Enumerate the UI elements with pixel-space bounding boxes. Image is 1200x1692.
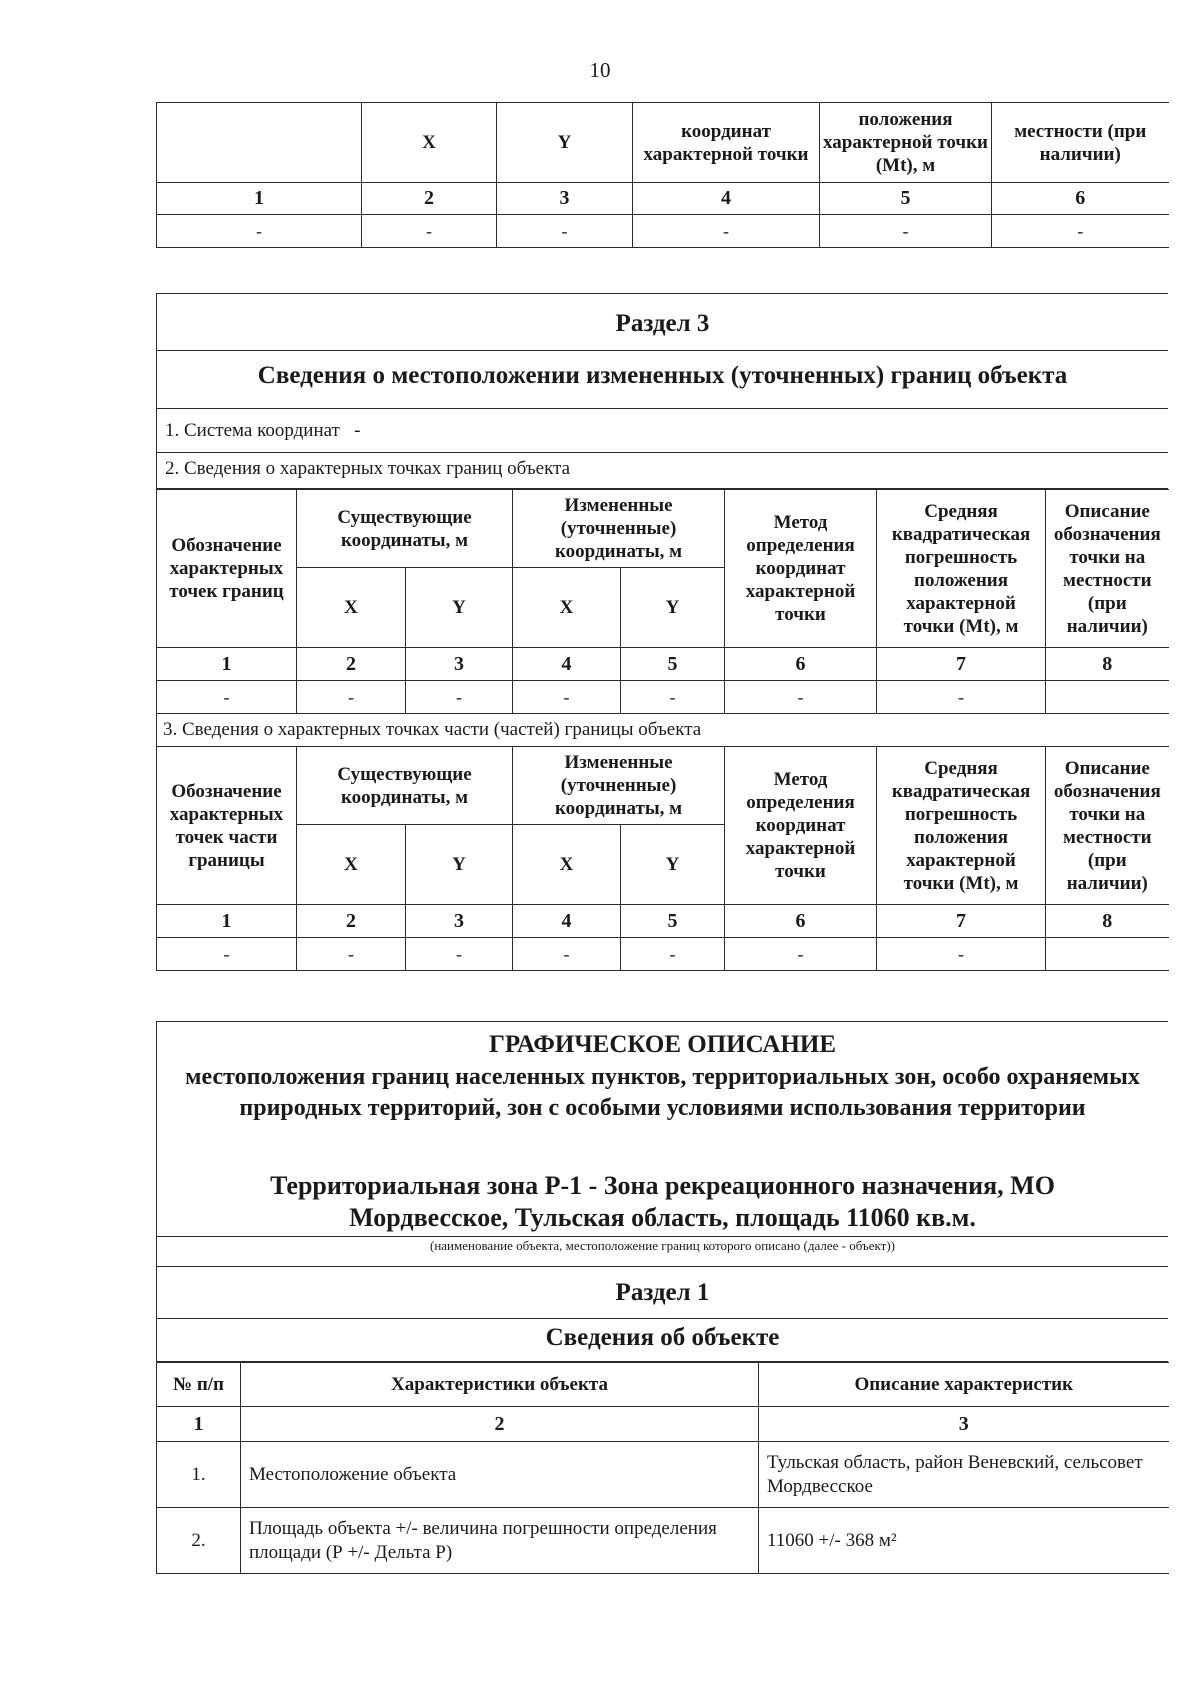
col-number: 8 bbox=[1046, 905, 1169, 938]
header-description: местности (при наличии) bbox=[992, 103, 1169, 183]
cell-dash: - bbox=[725, 938, 877, 971]
cell-dash: - bbox=[497, 215, 633, 248]
cell-dash: - bbox=[157, 215, 362, 248]
col-existing: Существующие координаты, м bbox=[297, 747, 513, 825]
row-name: Местоположение объекта bbox=[241, 1442, 759, 1508]
col-number: 2 bbox=[297, 648, 406, 681]
coord-system-label: 1. Система координат bbox=[165, 420, 340, 441]
cell-dash: - bbox=[513, 681, 621, 714]
cell-dash: - bbox=[297, 681, 406, 714]
col-number: 4 bbox=[633, 183, 820, 215]
col-method: Метод определения координат характерной точки bbox=[725, 490, 877, 648]
col-number: 1 bbox=[157, 183, 362, 215]
cell-dash: - bbox=[820, 215, 992, 248]
col-description: Описание обозначения точки на местности (при наличии) bbox=[1046, 747, 1169, 905]
cell-dash: - bbox=[406, 938, 513, 971]
col-y: Y bbox=[621, 825, 725, 905]
col-number: 1 bbox=[157, 1407, 241, 1442]
col-number: 6 bbox=[992, 183, 1169, 215]
col-number: 5 bbox=[621, 648, 725, 681]
header-error: положения характерной точки (Mt), м bbox=[820, 103, 992, 183]
col-number: 6 bbox=[725, 905, 877, 938]
cell-dash: - bbox=[157, 938, 297, 971]
col-number: 3 bbox=[406, 905, 513, 938]
col-number: 4 bbox=[513, 905, 621, 938]
object-note: (наименование объекта, местоположение границ которого описано (далее - объект)) bbox=[430, 1238, 895, 1253]
cell-dash: - bbox=[362, 215, 497, 248]
col-existing: Существующие координаты, м bbox=[297, 490, 513, 568]
object-table bbox=[156, 1362, 1169, 1574]
header-x: X bbox=[362, 103, 497, 183]
parts-label: 3. Сведения о характерных точках части (частей) границы объекта bbox=[157, 714, 1169, 747]
col-designation: Обозначение характерных точек части границы bbox=[157, 747, 297, 905]
col-y: Y bbox=[621, 568, 725, 648]
graphic-subtitle: местоположения границ населенных пунктов, территориальных зон, особо охраняемых природных территорий, зон с особыми условиями использования территории bbox=[185, 1064, 1140, 1121]
graphic-description bbox=[156, 1021, 1168, 1362]
cell-dash: - bbox=[621, 681, 725, 714]
zone-name: Территориальная зона Р-1 - Зона рекреационного назначения, МО Мордвесское, Тульская область, площадь 11060 кв.м. bbox=[270, 1171, 1055, 1232]
col-number: 3 bbox=[497, 183, 633, 215]
top-table bbox=[156, 102, 1169, 248]
col-index: № п/п bbox=[157, 1363, 241, 1407]
cell-dash: - bbox=[513, 938, 621, 971]
points-table bbox=[156, 489, 1169, 971]
section1-title: Раздел 1 bbox=[615, 1279, 710, 1306]
col-x: X bbox=[513, 568, 621, 648]
col-number: 5 bbox=[621, 905, 725, 938]
col-number: 7 bbox=[877, 648, 1046, 681]
section3-header bbox=[156, 293, 1168, 489]
col-designation: Обозначение характерных точек границ bbox=[157, 490, 297, 648]
col-number: 1 bbox=[157, 648, 297, 681]
col-description: Описание характеристик bbox=[759, 1363, 1169, 1407]
col-x: X bbox=[513, 825, 621, 905]
col-error: Средняя квадратическая погрешность положения характерной точки (Mt), м bbox=[877, 747, 1046, 905]
col-method: Метод определения координат характерной точки bbox=[725, 747, 877, 905]
row-index: 1. bbox=[157, 1442, 241, 1508]
coord-system-line bbox=[165, 420, 360, 442]
col-number: 5 bbox=[820, 183, 992, 215]
section1-subtitle: Сведения об объекте bbox=[545, 1324, 780, 1351]
coord-system-value: - bbox=[354, 420, 361, 441]
col-changed: Измененные (уточненные) координаты, м bbox=[513, 490, 725, 568]
cell-dash: - bbox=[297, 938, 406, 971]
header-empty-cell bbox=[157, 103, 362, 183]
col-number: 3 bbox=[759, 1407, 1169, 1442]
col-number: 6 bbox=[725, 648, 877, 681]
cell-dash: - bbox=[157, 681, 297, 714]
col-number: 2 bbox=[241, 1407, 759, 1442]
col-x: X bbox=[297, 568, 406, 648]
graphic-title: ГРАФИЧЕСКОЕ ОПИСАНИЕ bbox=[488, 1031, 837, 1058]
col-number: 8 bbox=[1046, 648, 1169, 681]
row-value: 11060 +/- 368 м² bbox=[759, 1508, 1169, 1574]
col-number: 2 bbox=[362, 183, 497, 215]
cell-dash: - bbox=[877, 681, 1046, 714]
col-number: 1 bbox=[157, 905, 297, 938]
row-index: 2. bbox=[157, 1508, 241, 1574]
cell-dash: - bbox=[725, 681, 877, 714]
col-error: Средняя квадратическая погрешность положения характерной точки (Mt), м bbox=[877, 490, 1046, 648]
section3-subtitle: Сведения о местоположении измененных (уточненных) границ объекта bbox=[257, 362, 1068, 389]
row-value: Тульская область, район Веневский, сельсовет Мордвесское bbox=[759, 1442, 1169, 1508]
section3-title: Раздел 3 bbox=[615, 310, 710, 337]
cell-dash: - bbox=[406, 681, 513, 714]
cell-dash: - bbox=[633, 215, 820, 248]
col-x: X bbox=[297, 825, 406, 905]
col-characteristic: Характеристики объекта bbox=[241, 1363, 759, 1407]
header-y: Y bbox=[497, 103, 633, 183]
cell-dash: - bbox=[621, 938, 725, 971]
header-method: координат характерной точки bbox=[633, 103, 820, 183]
col-y: Y bbox=[406, 568, 513, 648]
row-name: Площадь объекта +/- величина погрешности определения площади (Р +/- Дельта Р) bbox=[241, 1508, 759, 1574]
col-number: 3 bbox=[406, 648, 513, 681]
col-number: 4 bbox=[513, 648, 621, 681]
cell-empty bbox=[1046, 938, 1169, 971]
col-description: Описание обозначения точки на местности (при наличии) bbox=[1046, 490, 1169, 648]
col-changed: Измененные (уточненные) координаты, м bbox=[513, 747, 725, 825]
page-number: 10 bbox=[589, 58, 611, 82]
col-number: 7 bbox=[877, 905, 1046, 938]
cell-dash: - bbox=[992, 215, 1169, 248]
cell-dash: - bbox=[877, 938, 1046, 971]
col-number: 2 bbox=[297, 905, 406, 938]
points-label: 2. Сведения о характерных точках границ объекта bbox=[165, 458, 571, 479]
cell-empty bbox=[1046, 681, 1169, 714]
col-y: Y bbox=[406, 825, 513, 905]
